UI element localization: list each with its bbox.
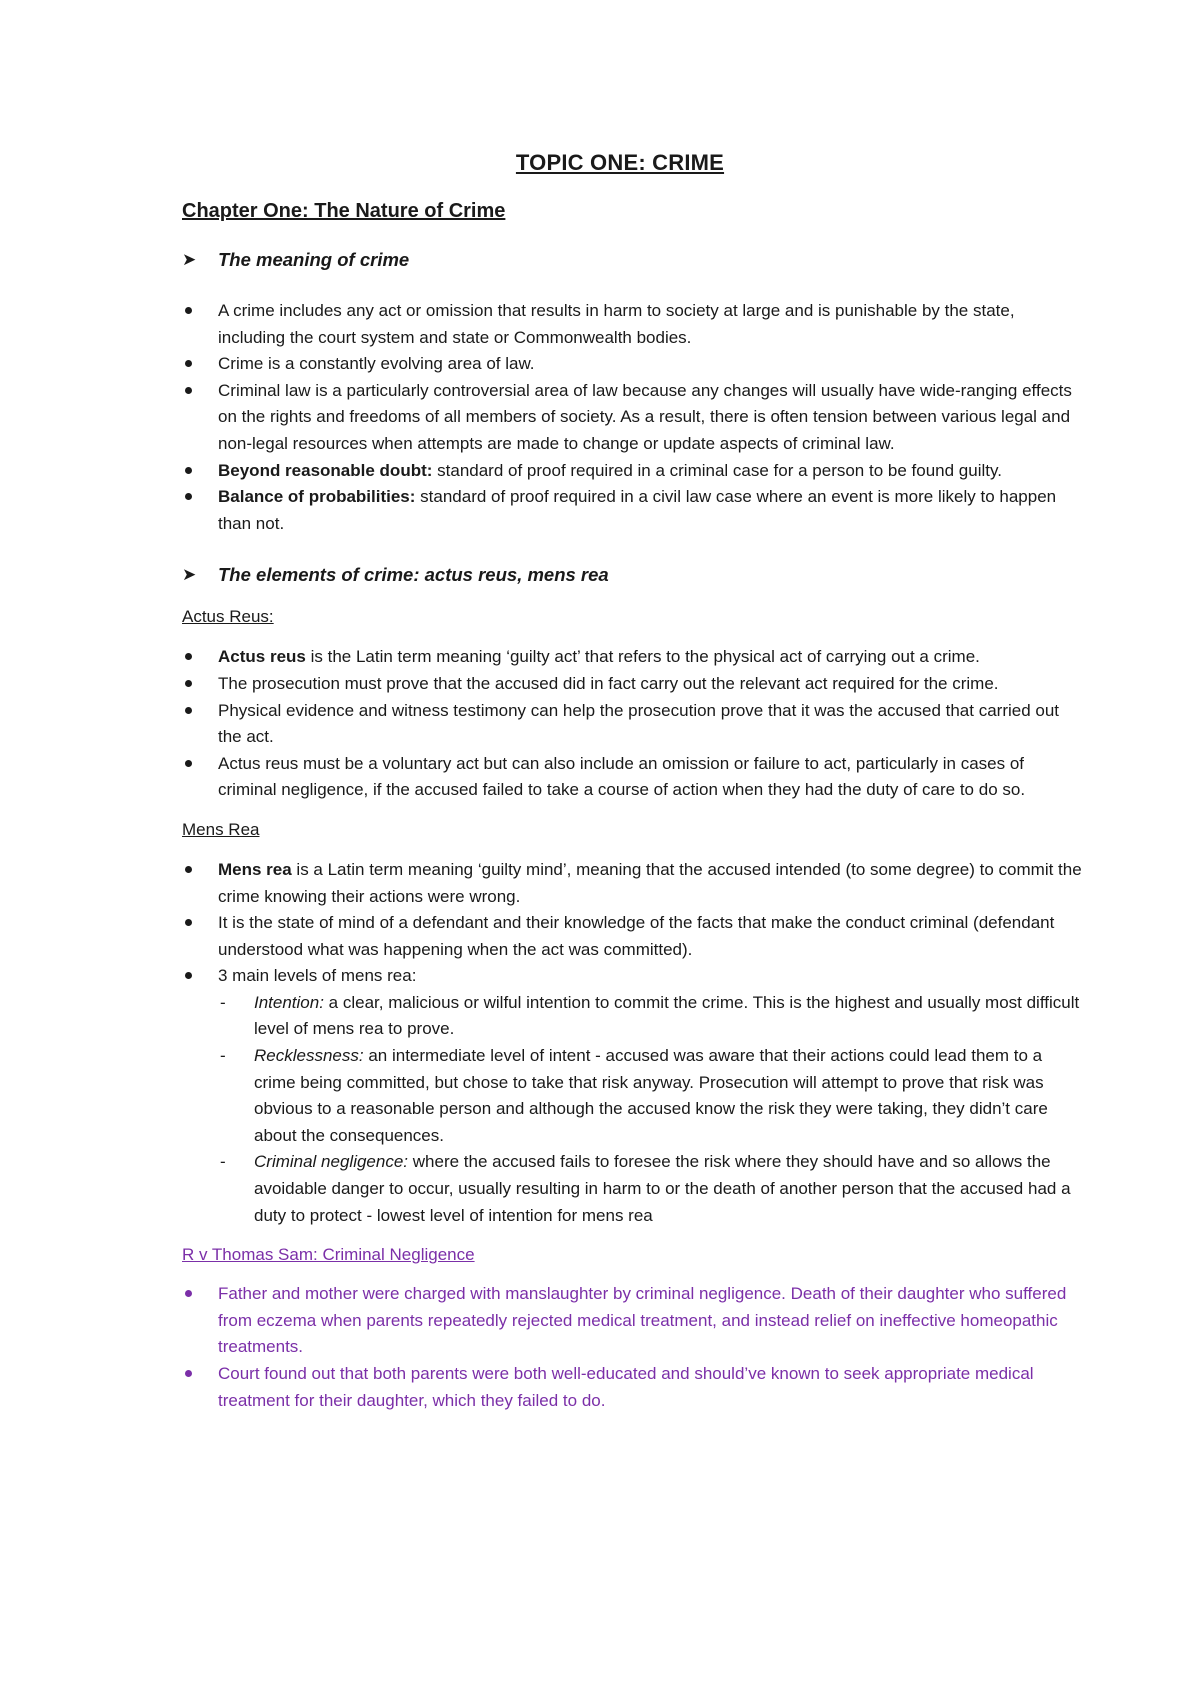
subheading-mens-rea: Mens Rea	[182, 819, 260, 839]
round-bullet-icon	[185, 1370, 192, 1377]
list-item-text: It is the state of mind of a defendant and their knowledge of the facts that make the conduct criminal (defendant understood what was happening when the act was committed).	[218, 913, 1055, 959]
round-bullet-icon	[185, 307, 192, 314]
section-heading-meaning	[182, 248, 1082, 272]
round-bullet-icon	[185, 680, 192, 687]
level-item	[218, 1149, 1082, 1229]
list-item	[182, 644, 1082, 671]
page-title: TOPIC ONE: CRIME	[515, 150, 725, 175]
chapter-heading: Chapter One: The Nature of Crime	[182, 200, 506, 222]
document-body	[182, 200, 1082, 1414]
list-item	[182, 910, 1082, 963]
list-item-text: Father and mother were charged with manslaughter by criminal negligence. Death of their daughter who suffered from eczema when parents repeatedly rejected medical treatment, and instead relief on ineffective homeopathic treatments.	[218, 1284, 1067, 1357]
dash-bullet-icon: -	[220, 1046, 226, 1066]
list-item	[182, 1281, 1082, 1361]
list-item-text: Court found out that both parents were both well-educated and should’ve known to seek appropriate medical treatment for their daughter, which they failed to do.	[218, 1364, 1034, 1410]
dash-bullet-icon: -	[220, 1152, 226, 1172]
mens-rea-list	[182, 857, 1082, 1229]
round-bullet-icon	[185, 707, 192, 714]
term-bold: Balance of probabilities:	[218, 487, 416, 507]
list-item-text: is a Latin term meaning ‘guilty mind’, meaning that the accused intended (to some degree) to commit the crime knowing their actions were wrong.	[218, 859, 1082, 906]
case-list	[182, 1281, 1082, 1414]
dash-bullet-icon: -	[220, 992, 226, 1012]
case-heading: R v Thomas Sam: Criminal Negligence	[182, 1245, 475, 1265]
list-item-text: is the Latin term meaning ‘guilty act’ that refers to the physical act of carrying out a crime.	[305, 647, 980, 667]
meaning-list	[182, 298, 1082, 537]
round-bullet-icon	[185, 493, 192, 500]
list-item	[182, 751, 1082, 804]
list-item	[182, 351, 1082, 378]
arrow-bullet-icon: ➤	[182, 565, 197, 585]
level-text: an intermediate level of intent - accused was aware that their actions could lead them to a crime being committed, but chose to take that risk anyway. Prosecution will attempt to prove that risk was obvious to a reasonable person and although the accused know the risk they were taking, they didn’t care about the consequences.	[254, 1046, 1048, 1145]
level-text: where the accused fails to foresee the risk where they should have and so allows the avoidable danger to occur, usually resulting in harm to or the death of another person that the accused had a duty to protect - lowest level of intention for mens rea	[254, 1152, 1071, 1225]
round-bullet-icon	[185, 919, 192, 926]
list-item-text: A crime includes any act or omission that results in harm to society at large and is punishable by the state, including the court system and state or Commonwealth bodies.	[218, 301, 1015, 347]
list-item-text: standard of proof required in a civil law case where an event is more likely to happen than not.	[218, 487, 1057, 533]
list-item	[182, 484, 1082, 537]
list-item	[182, 458, 1082, 485]
list-item-text: 3 main levels of mens rea:	[218, 966, 417, 986]
list-item-text: Physical evidence and witness testimony can help the prosecution prove that it was the accused that carried out the act.	[218, 700, 1060, 747]
list-item	[182, 671, 1082, 698]
level-term: Intention:	[254, 992, 324, 1012]
section-heading-text: The meaning of crime	[218, 249, 410, 270]
section-heading-elements	[182, 563, 1082, 587]
round-bullet-icon	[185, 760, 192, 767]
round-bullet-icon	[185, 387, 192, 394]
round-bullet-icon	[185, 467, 192, 474]
list-item-text: The prosecution must prove that the accused did in fact carry out the relevant act required for the crime.	[218, 673, 999, 693]
level-term: Criminal negligence:	[254, 1152, 409, 1172]
list-item-text: Crime is a constantly evolving area of law.	[218, 354, 535, 374]
mens-rea-levels-list	[218, 990, 1082, 1229]
list-item	[182, 378, 1082, 458]
list-item	[182, 298, 1082, 351]
subheading-actus-reus: Actus Reus:	[182, 607, 274, 627]
list-item-text: standard of proof required in a criminal case for a person to be found guilty.	[432, 460, 1002, 480]
term-bold: Actus reus	[218, 647, 306, 667]
actus-reus-list	[182, 644, 1082, 804]
arrow-bullet-icon: ➤	[182, 250, 197, 269]
list-item	[182, 857, 1082, 910]
level-text: a clear, malicious or wilful intention to commit the crime. This is the highest and usually most difficult level of mens rea to prove.	[254, 992, 1080, 1039]
round-bullet-icon	[185, 972, 192, 979]
level-item	[218, 990, 1082, 1043]
round-bullet-icon	[185, 360, 192, 367]
list-item	[182, 963, 1082, 1229]
level-item	[218, 1043, 1082, 1149]
list-item	[182, 1361, 1082, 1414]
level-term: Recklessness:	[254, 1046, 364, 1066]
list-item-text: Actus reus must be a voluntary act but can also include an omission or failure to act, particularly in cases of criminal negligence, if the accused failed to take a course of action when they had the duty of care to do so.	[218, 753, 1026, 800]
section-heading-text: The elements of crime: actus reus, mens rea	[218, 564, 609, 586]
list-item	[182, 698, 1082, 751]
round-bullet-icon	[185, 866, 192, 873]
term-bold: Mens rea	[218, 859, 292, 879]
term-bold: Beyond reasonable doubt:	[218, 460, 433, 480]
list-item-text: Criminal law is a particularly controversial area of law because any changes will usually have wide-ranging effects on the rights and freedoms of all members of society. As a result, there is often tension between various legal and non-legal resources when attempts are made to change or update aspects of criminal law.	[218, 380, 1072, 453]
round-bullet-icon	[185, 653, 192, 660]
round-bullet-icon	[185, 1290, 192, 1297]
